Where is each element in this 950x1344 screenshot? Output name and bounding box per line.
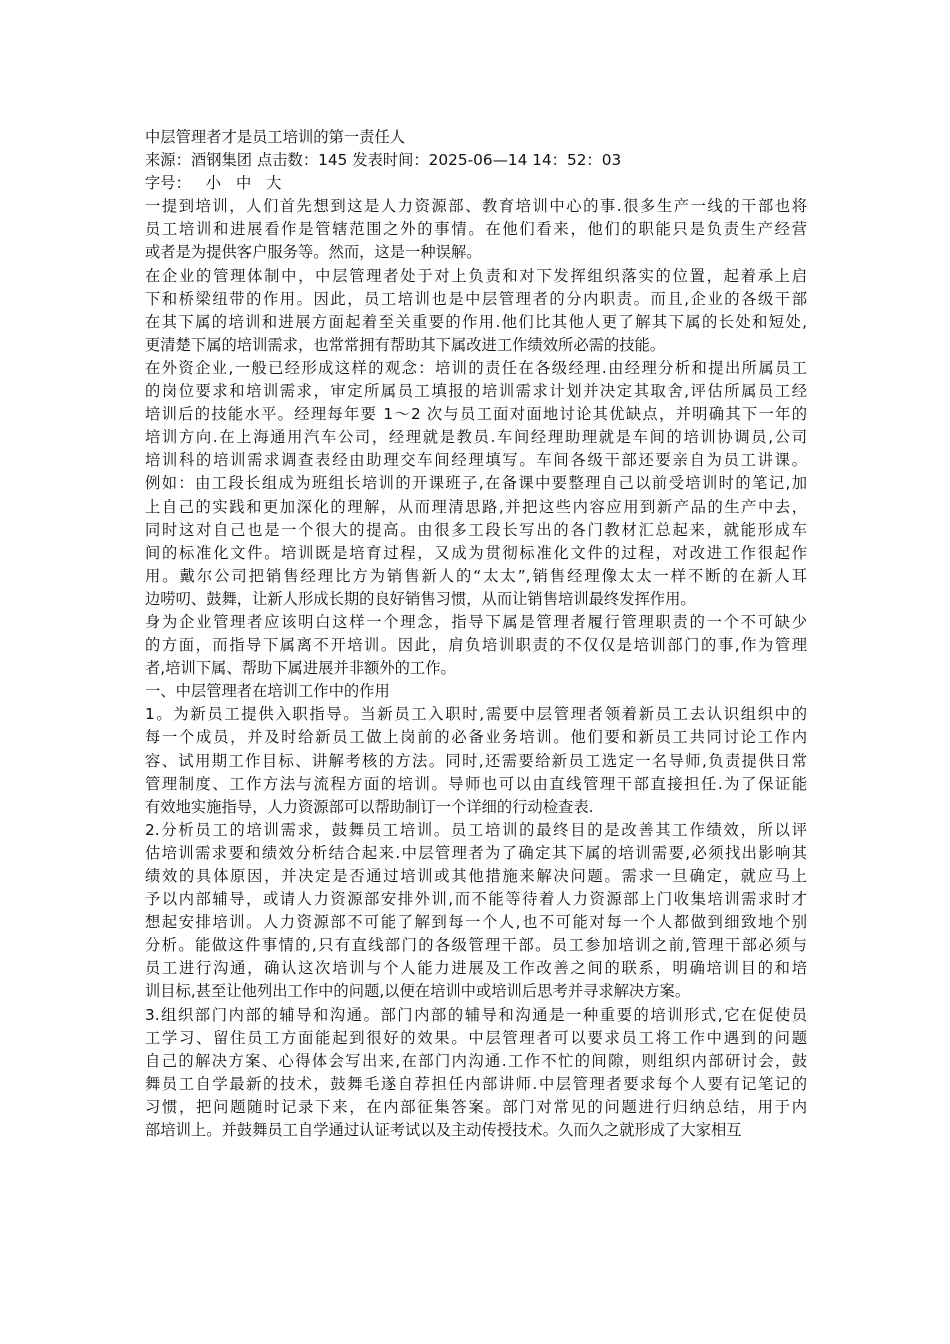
text-line: 部培训上。并鼓舞员工自学通过认证考试以及主动传授技术。久而久之就形成了大家相互 <box>145 1121 742 1140</box>
text-line: 更清楚下属的培训需求，也常常拥有帮助其下属改进工作绩效所必需的技能。 <box>145 335 666 354</box>
font-size-label: 字号： <box>145 174 191 193</box>
text-line: 上自己的实践和更加深化的理解，从而理清思路,并把这些内容应用到新产品的生产中去， <box>145 497 807 516</box>
text-line: 工学习、留住员工方面能起到很好的效果。中层管理者可以要求员工将工作中遇到的问题 <box>145 1028 807 1047</box>
text-line: 3.组织部门内部的辅导和沟通。部门内部的辅导和沟通是一种重要的培训形式,它在促使员 <box>145 1005 807 1024</box>
text-line: 1。为新员工提供入职指导。当新员工入职时,需要中层管理者领着新员工去认识组织中的 <box>145 705 807 724</box>
text-line: 培训方向.在上海通用汽车公司，经理就是教员.车间经理助理就是车间的培训协调员,公司 <box>145 428 807 447</box>
text-line: 训目标,甚至让他列出工作中的问题,以便在培训中或培训后思考并寻求解决方案。 <box>145 982 691 1001</box>
text-line: 每一个成员，并及时给新员工做上岗前的必备业务培训。他们要和新员工共同讨论工作内 <box>145 728 807 747</box>
text-line: 培训后的技能水平。经理每年要 1～2 次与员工面对面地讨论其优缺点，并明确其下一年的 <box>145 405 807 424</box>
font-size-small-option[interactable]: 小 <box>205 174 222 193</box>
text-line: 在企业的管理体制中，中层管理者处于对上负责和对下发挥组织落实的位置，起着承上启 <box>145 266 807 285</box>
text-line: 例如：由工段长组成为班组长培训的开课班子,在备课中要整理自己以前受培训时的笔记,加 <box>145 474 807 493</box>
article <box>145 126 807 1142</box>
font-size-medium-option[interactable]: 中 <box>235 174 252 193</box>
text-line: 下和桥梁纽带的作用。因此，员工培训也是中层管理者的分内职责。而且,企业的各级干部 <box>145 289 807 308</box>
text-line: 间的标准化文件。培训既是培育过程，又成为贯彻标准化文件的过程，对改进工作很起作 <box>145 543 807 562</box>
text-line: 容、试用期工作目标、讲解考核的方法。同时,还需要给新员工选定一名导师,负责提供日常 <box>145 751 807 770</box>
text-line: 或者是为提供客户服务等。然而，这是一种误解。 <box>145 243 482 262</box>
paragraph <box>145 265 807 357</box>
text-line: 舞员工自学最新的技术，鼓舞毛遂自荐担任内部讲师.中层管理者要求每个人要有记笔记的 <box>145 1074 807 1093</box>
text-line: 同时这对自己也是一个很大的提高。由很多工段长写出的各门教材汇总起来，就能形成车 <box>145 520 807 539</box>
font-size-selector <box>145 172 807 195</box>
text-line: 分析。能做这件事情的,只有直线部门的各级管理干部。员工参加培训之前,管理干部必须与 <box>145 936 807 955</box>
text-line: 用。戴尔公司把销售经理比方为销售新人的“太太”,销售经理像太太一样不断的在新人耳 <box>145 566 807 585</box>
text-line: 予以内部辅导，或请人力资源部安排外训,而不能等待着人力资源部上门收集培训需求时才 <box>145 890 807 909</box>
text-line: 一、中层管理者在培训工作中的作用 <box>145 682 390 701</box>
text-line: 想起安排培训。人力资源部不可能了解到每一个人,也不可能对每一个人都做到细致地个别 <box>145 913 807 932</box>
paragraph <box>145 819 807 1004</box>
font-size-large-option[interactable]: 大 <box>266 174 282 193</box>
text-line: 身为企业管理者应该明白这样一个理念，指导下属是管理者履行管理职责的一个不可缺少 <box>145 612 807 631</box>
text-line: 一提到培训，人们首先想到这是人力资源部、教育培训中心的事.很多生产一线的干部也将 <box>145 197 807 216</box>
text-line: 自己的解决方案、心得体会写出来,在部门内沟通.工作不忙的间隙，则组织内部研讨会，鼓 <box>145 1051 807 1070</box>
text-line: 者,培训下属、帮助下属进展并非额外的工作。 <box>145 659 456 678</box>
article-title: 中层管理者才是员工培训的第一责任人 <box>145 128 406 146</box>
text-line: 的岗位要求和培训需求，审定所属员工填报的培训需求计划并决定其取舍,评估所属员工经 <box>145 382 807 401</box>
text-line: 习惯，把问题随时记录下来，在内部征集答案。部门对常见的问题进行归纳总结，用于内 <box>145 1097 807 1116</box>
paragraph <box>145 195 807 264</box>
paragraph <box>145 1004 807 1143</box>
text-line: 估培训需求要和绩效分析结合起来.中层管理者为了确定其下属的培训需要,必须找出影响其 <box>145 843 807 862</box>
paragraph <box>145 611 807 680</box>
article-body <box>145 195 807 1142</box>
text-line: 有效地实施指导，人力资源部可以帮助制订一个详细的行动检查表. <box>145 797 594 816</box>
text-line: 培训科的培训需求调查表经由助理交车间经理填写。车间各级干部还要亲自为员工讲课。 <box>145 451 807 470</box>
text-line: 的方面，而指导下属离不开培训。因此，肩负培训职责的不仅仅是培训部门的事,作为管理 <box>145 636 807 655</box>
text-line: 员工进行沟通，确认这次培训与个人能力进展及工作改善之间的联系，明确培训目的和培 <box>145 959 807 978</box>
text-line: 绩效的具体原因，并决定是否通过培训或其他措施来解决问题。需求一旦确定，就应马上 <box>145 867 807 885</box>
text-line: 2.分析员工的培训需求，鼓舞员工培训。员工培训的最终目的是改善其工作绩效，所以评 <box>145 820 807 839</box>
paragraph <box>145 703 807 818</box>
text-line: 在外资企业,一般已经形成这样的观念：培训的责任在各级经理.由经理分析和提出所属员工 <box>145 358 807 377</box>
text-line: 在其下属的培训和进展方面起着至关重要的作用.他们比其他人更了解其下属的长处和短处, <box>145 312 807 331</box>
text-line: 管理制度、工作方法与流程方面的培训。导师也可以由直线管理干部直接担任.为了保证能 <box>145 774 807 793</box>
article-meta: 来源：酒钢集团 点击数：145 发表时间：2025-06—14 14：52：03 <box>145 151 622 170</box>
paragraph <box>145 357 807 611</box>
paragraph <box>145 680 807 703</box>
text-line: 员工培训和进展看作是管辖范围之外的事情。在他们看来，他们的职能只是负责生产经营 <box>145 220 807 239</box>
text-line: 边唠叨、鼓舞，让新人形成长期的良好销售习惯，从而让销售培训最终发挥作用。 <box>145 589 696 608</box>
